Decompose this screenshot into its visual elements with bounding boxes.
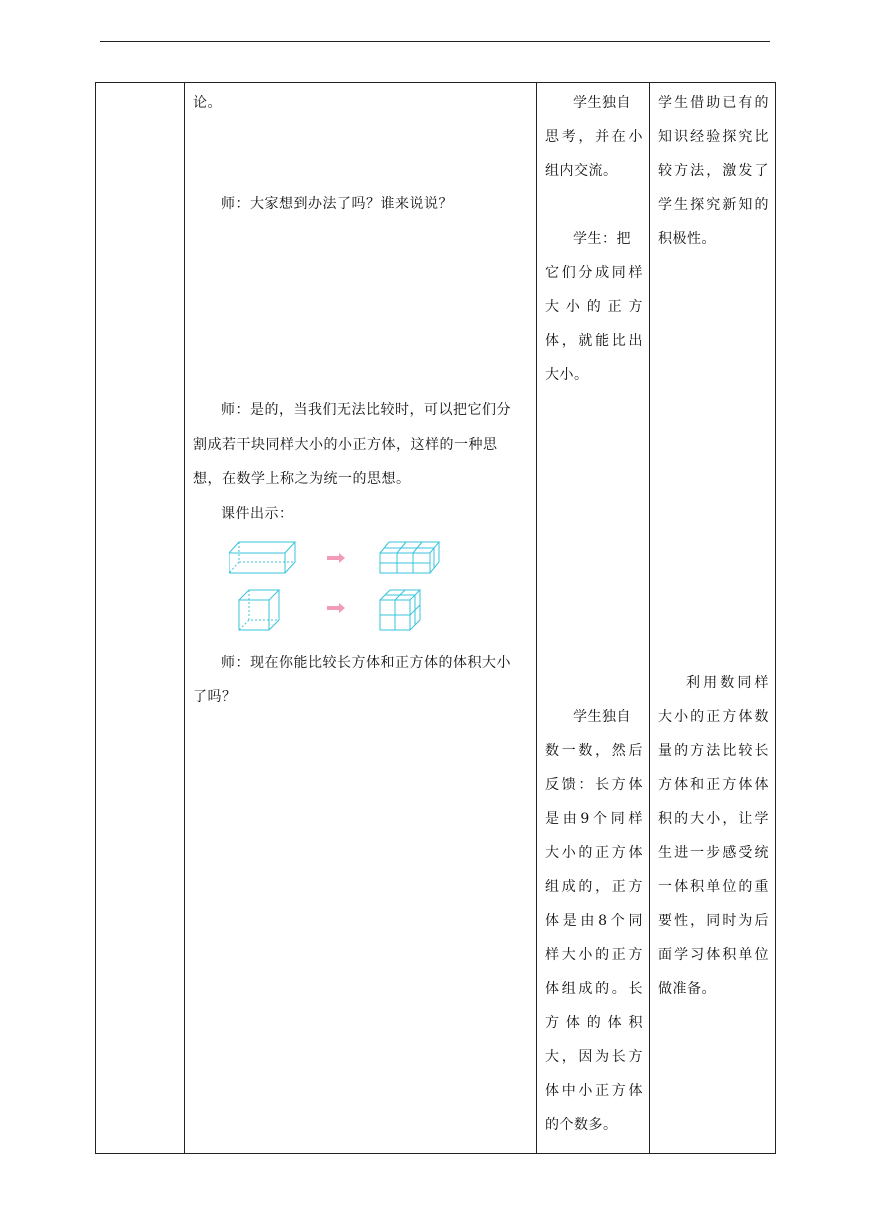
courseware-figure [229, 538, 449, 638]
text-line: 做准备。 [658, 981, 716, 997]
text-line: 方体的体积 [545, 1015, 643, 1031]
text-line: 大小的正方 [545, 299, 643, 315]
text-line: 师：大家想到办法了吗？谁来说说？ [221, 196, 453, 212]
cube-icon [239, 590, 279, 630]
arrow-right-icon [327, 553, 345, 563]
text-line: 师：是的，当我们无法比较时，可以把它们分 [221, 402, 511, 418]
text-line: 量的方法比较长 [658, 743, 769, 759]
divided-cube-icon [380, 590, 420, 630]
text-line: 它们分成同样 [545, 265, 643, 281]
arrow-right-icon [327, 603, 345, 613]
text-line: 是由9个同样 [545, 811, 643, 827]
divided-cuboid-icon [380, 542, 439, 573]
text-line: 学生独自 [573, 709, 631, 725]
text-line: 的个数多。 [545, 1117, 618, 1133]
text-line: 大小的正方体 [545, 845, 643, 861]
text-line: 大，因为长方 [545, 1049, 643, 1065]
text-line: 学生借助已有的 [658, 95, 769, 111]
text-line: 较方法，激发了 [658, 163, 769, 179]
lesson-table [95, 82, 776, 1154]
text-line: 大小。 [545, 367, 589, 383]
text-line: 课件出示： [221, 506, 294, 522]
stage-column [96, 83, 185, 1153]
text-line: 组内交流。 [545, 163, 618, 179]
text-line: 体中小正方体 [545, 1083, 643, 1099]
design-intent-column [650, 83, 775, 1153]
text-line: 大小的正方体数 [658, 709, 769, 725]
header-rule [100, 41, 770, 42]
text-line: 学生探究新知的 [658, 197, 769, 213]
text-line: 割成若干块同样大小的小正方体，这样的一种思 [193, 437, 498, 453]
text-line: 想，在数学上称之为统一的思想。 [193, 471, 411, 487]
text-line: 积极性。 [658, 231, 716, 247]
text-line: 体是由8个同 [545, 913, 643, 929]
text-line: 组成的，正方 [545, 879, 643, 895]
text-line: 要性，同时为后 [658, 913, 769, 929]
text-line: 生进一步感受统 [658, 845, 769, 861]
text-line: 知识经验探究比 [658, 129, 769, 145]
text-line: 体，就能比出 [545, 333, 643, 349]
student-activity-column [537, 83, 650, 1153]
text-line: 论。 [193, 95, 222, 111]
text-line: 数一数，然后 [545, 743, 643, 759]
text-line: 师：现在你能比较长方体和正方体的体积大小 [221, 655, 511, 671]
text-line: 样大小的正方 [545, 947, 643, 963]
text-line: 利用数同样 [686, 675, 769, 691]
text-line: 学生：把 [573, 231, 631, 247]
text-line: 一体积单位的重 [658, 879, 769, 895]
cuboid-icon [229, 542, 295, 573]
text-line: 积的大小，让学 [658, 811, 769, 827]
text-line: 学生独自 [573, 95, 631, 111]
text-line: 反馈：长方体 [545, 777, 643, 793]
teacher-activity-column [185, 83, 537, 1153]
text-line: 思考，并在小 [545, 129, 643, 145]
text-line: 了吗？ [193, 689, 237, 705]
text-line: 面学习体积单位 [658, 947, 769, 963]
text-line: 方体和正方体体 [658, 777, 769, 793]
text-line: 体组成的。长 [545, 981, 643, 997]
